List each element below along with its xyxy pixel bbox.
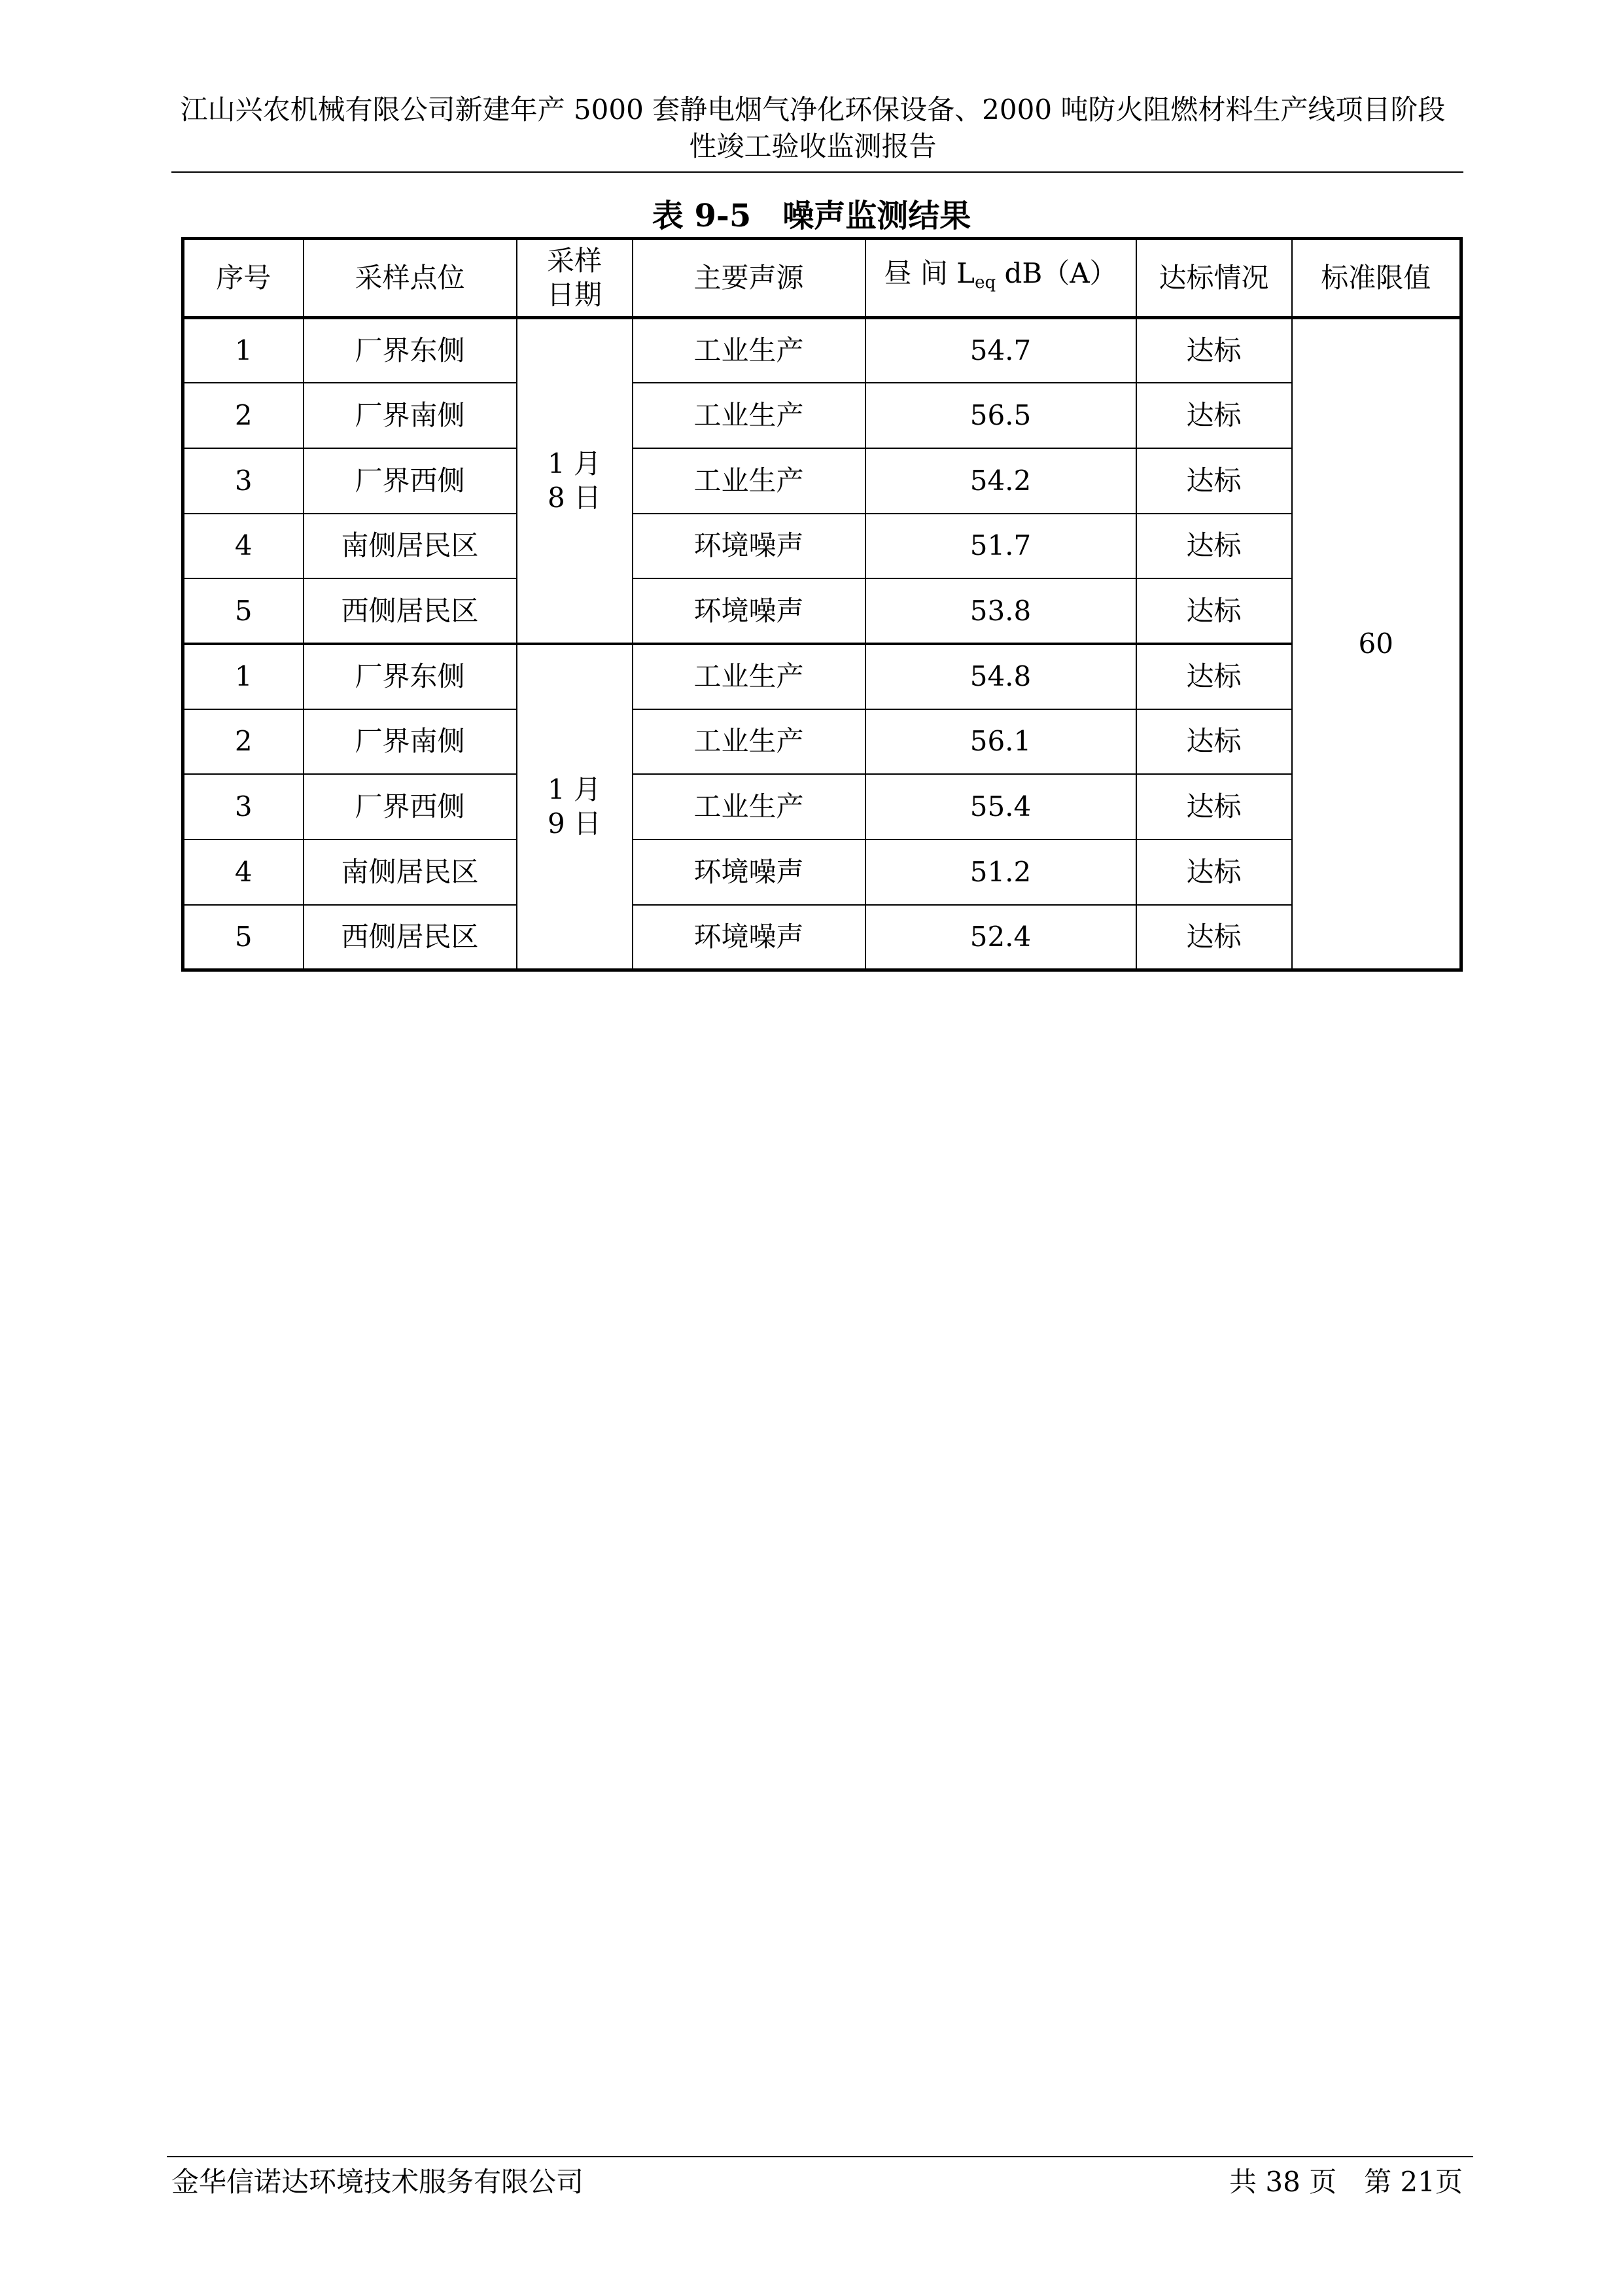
cell-limit-value: 60 [1292,318,1461,970]
date-group-1-line2: 8 日 [547,481,602,514]
header-daytime-suffix: dB（A） [996,257,1117,289]
cell-location: 厂界东侧 [304,318,517,383]
cell-value: 56.1 [865,709,1136,775]
footer-divider [167,2156,1473,2157]
cell-value: 54.8 [865,644,1136,709]
cell-seq: 2 [183,709,304,775]
table-header-row [183,239,1461,318]
header-daytime-prefix: 昼 间 L [884,257,975,289]
table-row [183,774,1461,839]
cell-seq: 3 [183,448,304,514]
table-title: 表 9-5 噪声监测结果 [652,198,971,234]
cell-source: 环境噪声 [633,514,865,579]
header-limit: 标准限值 [1292,239,1461,318]
header-date-line2: 日期 [546,279,602,311]
cell-date-group-1 [517,318,633,644]
header-date-line1: 采样 [546,245,602,277]
footer-page-number: 共 38 页 第 21页 [1229,2166,1463,2198]
cell-location: 南侧居民区 [304,514,517,579]
cell-seq: 4 [183,514,304,579]
cell-source: 环境噪声 [633,839,865,905]
cell-source: 工业生产 [633,644,865,709]
cell-status: 达标 [1136,644,1292,709]
cell-status: 达标 [1136,774,1292,839]
cell-source: 环境噪声 [633,905,865,970]
header-date [517,239,633,318]
cell-seq: 5 [183,578,304,644]
table-row [183,448,1461,514]
header-line-2: 性竣工验收监测报告 [689,130,937,162]
cell-source: 工业生产 [633,318,865,383]
cell-seq: 1 [183,644,304,709]
cell-value: 51.7 [865,514,1136,579]
cell-seq: 1 [183,318,304,383]
cell-value: 55.4 [865,774,1136,839]
table-row [183,318,1461,383]
cell-seq: 2 [183,383,304,448]
cell-location: 厂界西侧 [304,448,517,514]
noise-results-table [181,237,1463,972]
table-row [183,514,1461,579]
footer-company: 金华信诺达环境技术服务有限公司 [171,2166,584,2198]
table-row [183,839,1461,905]
header-source: 主要声源 [633,239,865,318]
cell-status: 达标 [1136,514,1292,579]
cell-location: 西侧居民区 [304,905,517,970]
cell-location: 南侧居民区 [304,839,517,905]
header-daytime-leq [865,239,1136,318]
table-row [183,709,1461,775]
table-row [183,905,1461,970]
cell-location: 厂界南侧 [304,383,517,448]
header-daytime-subscript: eq [975,273,996,292]
cell-status: 达标 [1136,448,1292,514]
cell-seq: 4 [183,839,304,905]
cell-source: 工业生产 [633,383,865,448]
report-header [167,92,1459,165]
table-row [183,644,1461,709]
cell-source: 环境噪声 [633,578,865,644]
cell-location: 厂界西侧 [304,774,517,839]
date-group-2-line1: 1 月 [547,773,602,805]
cell-value: 51.2 [865,839,1136,905]
table-row [183,383,1461,448]
cell-status: 达标 [1136,578,1292,644]
cell-source: 工业生产 [633,709,865,775]
date-group-2-line2: 9 日 [547,807,602,839]
cell-seq: 5 [183,905,304,970]
cell-value: 54.7 [865,318,1136,383]
date-group-1-line1: 1 月 [547,447,602,480]
cell-source: 工业生产 [633,774,865,839]
header-divider [171,171,1463,173]
cell-value: 56.5 [865,383,1136,448]
header-line-1: 江山兴农机械有限公司新建年产 5000 套静电烟气净化环保设备、2000 吨防火阻燃材料生产线项目阶段 [180,94,1446,126]
cell-location: 厂界东侧 [304,644,517,709]
cell-status: 达标 [1136,383,1292,448]
header-status: 达标情况 [1136,239,1292,318]
cell-value: 52.4 [865,905,1136,970]
cell-location: 西侧居民区 [304,578,517,644]
cell-value: 53.8 [865,578,1136,644]
cell-value: 54.2 [865,448,1136,514]
header-seq: 序号 [183,239,304,318]
cell-status: 达标 [1136,709,1292,775]
cell-status: 达标 [1136,839,1292,905]
cell-date-group-2 [517,644,633,970]
cell-seq: 3 [183,774,304,839]
cell-source: 工业生产 [633,448,865,514]
cell-location: 厂界南侧 [304,709,517,775]
table-row [183,578,1461,644]
header-location: 采样点位 [304,239,517,318]
cell-status: 达标 [1136,905,1292,970]
cell-status: 达标 [1136,318,1292,383]
